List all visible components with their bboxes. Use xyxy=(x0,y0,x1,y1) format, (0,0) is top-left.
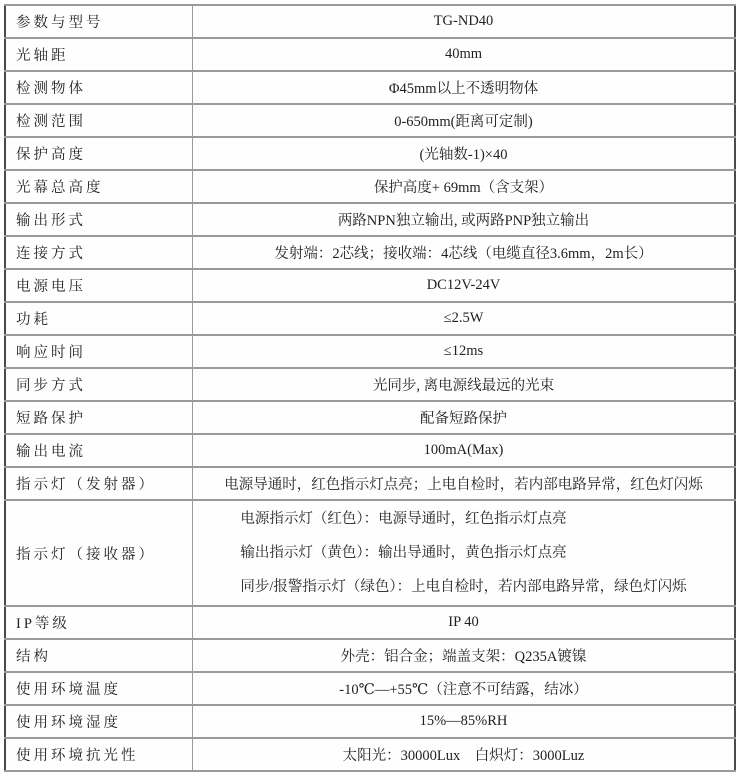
table-row xyxy=(5,104,735,137)
table-row xyxy=(5,5,735,38)
table-row xyxy=(5,672,735,705)
param-value: -10℃—+55℃（注意不可结露，结冰） xyxy=(193,672,736,705)
param-value: DC12V-24V xyxy=(193,269,736,302)
param-value: 太阳光：30000Lux 白炽灯：3000Luz xyxy=(193,738,736,771)
table-row xyxy=(5,606,735,639)
table-row xyxy=(5,500,735,606)
param-label: 输出形式 xyxy=(5,203,193,236)
param-label: 检测范围 xyxy=(5,104,193,137)
param-value: TG-ND40 xyxy=(193,5,736,38)
param-label: 检测物体 xyxy=(5,71,193,104)
spec-table xyxy=(4,4,736,772)
param-value: 15%—85%RH xyxy=(193,705,736,738)
param-label: 电源电压 xyxy=(5,269,193,302)
table-row xyxy=(5,38,735,71)
param-value: 电源导通时，红色指示灯点亮；上电自检时，若内部电路异常，红色灯闪烁 xyxy=(193,467,736,500)
indicator-line: 电源指示灯（红色）：电源导通时，红色指示灯点亮 xyxy=(240,511,567,527)
param-value: 40mm xyxy=(193,38,736,71)
param-label: 使用环境抗光性 xyxy=(5,738,193,771)
table-row xyxy=(5,170,735,203)
param-value: 0-650mm(距离可定制) xyxy=(193,104,736,137)
param-label: 结构 xyxy=(5,639,193,672)
param-label: 响应时间 xyxy=(5,335,193,368)
indicator-line: 同步/报警指示灯（绿色）：上电自检时，若内部电路异常，绿色灯闪烁 xyxy=(240,579,687,595)
table-row xyxy=(5,401,735,434)
param-value: 两路NPN独立输出, 或两路PNP独立输出 xyxy=(193,203,736,236)
param-label: 功耗 xyxy=(5,302,193,335)
table-row xyxy=(5,738,735,771)
table-row xyxy=(5,236,735,269)
param-label: 输出电流 xyxy=(5,434,193,467)
table-row xyxy=(5,368,735,401)
table-row xyxy=(5,137,735,170)
table-row xyxy=(5,639,735,672)
param-value: Φ45mm以上不透明物体 xyxy=(193,71,736,104)
table-row xyxy=(5,302,735,335)
table-row xyxy=(5,434,735,467)
param-label: 同步方式 xyxy=(5,368,193,401)
param-value xyxy=(193,500,736,606)
table-row xyxy=(5,467,735,500)
param-label: 保护高度 xyxy=(5,137,193,170)
param-value: IP 40 xyxy=(193,606,736,639)
param-value: 保护高度+ 69mm（含支架） xyxy=(193,170,736,203)
param-label: 指示灯（接收器） xyxy=(5,500,193,606)
param-label: 指示灯（发射器） xyxy=(5,467,193,500)
param-label: IP等级 xyxy=(5,606,193,639)
param-value: 光同步, 离电源线最远的光束 xyxy=(193,368,736,401)
param-value: (光轴数-1)×40 xyxy=(193,137,736,170)
param-value: ≤2.5W xyxy=(193,302,736,335)
param-label: 短路保护 xyxy=(5,401,193,434)
param-value: ≤12ms xyxy=(193,335,736,368)
param-label: 参数与型号 xyxy=(5,5,193,38)
table-row xyxy=(5,71,735,104)
indicator-lines xyxy=(240,502,686,604)
table-row xyxy=(5,269,735,302)
param-value: 100mA(Max) xyxy=(193,434,736,467)
param-label: 光轴距 xyxy=(5,38,193,71)
indicator-line: 输出指示灯（黄色）：输出导通时，黄色指示灯点亮 xyxy=(240,545,567,561)
table-row xyxy=(5,705,735,738)
param-label: 使用环境温度 xyxy=(5,672,193,705)
param-label: 使用环境湿度 xyxy=(5,705,193,738)
param-value: 外壳：铝合金；端盖支架：Q235A镀镍 xyxy=(193,639,736,672)
param-value: 发射端：2芯线；接收端：4芯线（电缆直径3.6mm，2m长） xyxy=(193,236,736,269)
param-value: 配备短路保护 xyxy=(193,401,736,434)
param-label: 光幕总高度 xyxy=(5,170,193,203)
param-label: 连接方式 xyxy=(5,236,193,269)
table-row xyxy=(5,203,735,236)
table-row xyxy=(5,335,735,368)
